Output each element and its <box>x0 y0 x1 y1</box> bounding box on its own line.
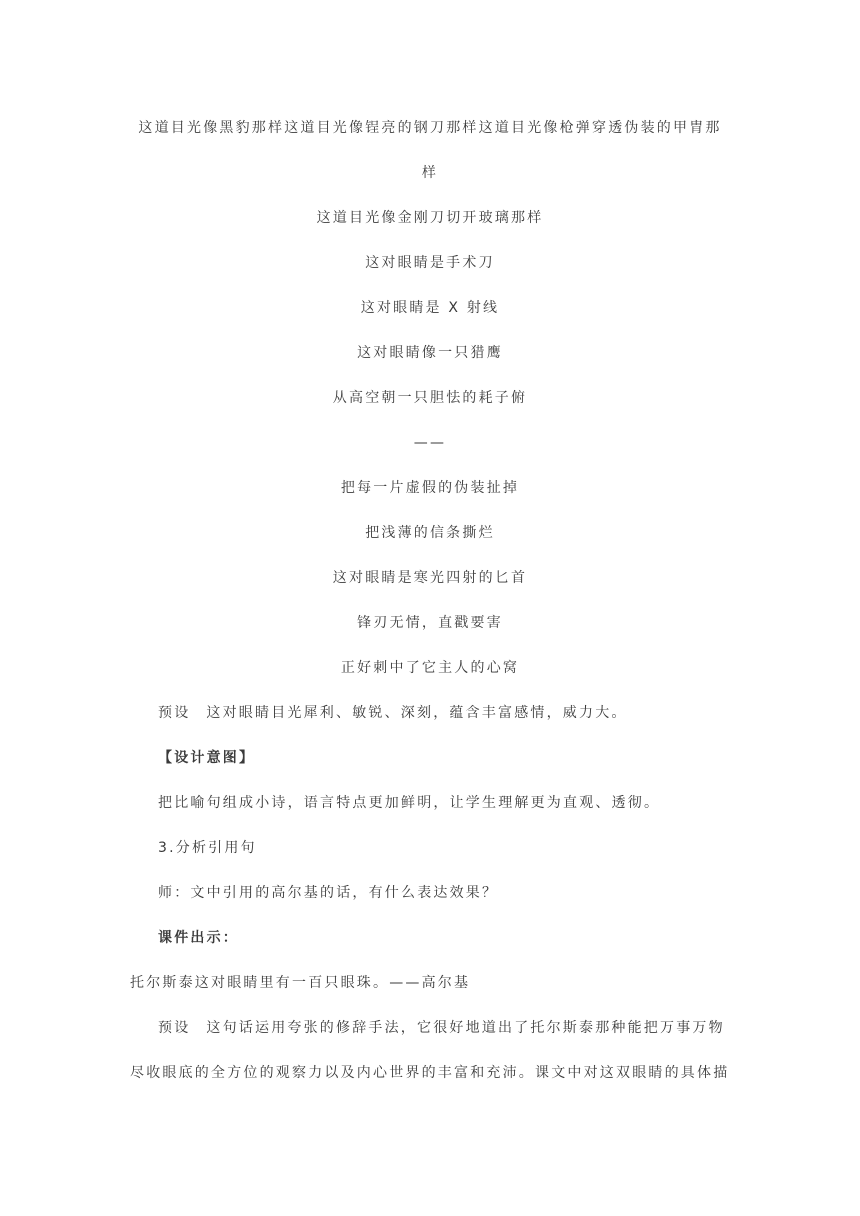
poem-line: 从高空朝一只胆怯的耗子俯 <box>332 390 528 406</box>
poem-line: 把每一片虚假的伪装扯掉 <box>340 480 520 496</box>
poem-line: 这对眼睛是寒光四射的匕首 <box>332 570 528 586</box>
preset-text: 这句话运用夸张的修辞手法，它很好地道出了托尔斯泰那种能把万事万物 <box>206 1020 725 1036</box>
design-intent-heading: 【设计意图】 <box>158 750 256 766</box>
design-intent-text: 把比喻句组成小诗，语言特点更加鲜明，让学生理解更为直观、透彻。 <box>158 795 661 811</box>
preset-paragraph <box>158 703 628 723</box>
poem-line: 这对眼睛是手术刀 <box>365 255 495 271</box>
poem-line: 这对眼睛是 X 射线 <box>360 300 500 316</box>
preset-text: 这对眼睛目光犀利、敏锐、深刻，蕴含丰富感情，威力大。 <box>206 705 628 721</box>
poem-line: 把浅薄的信条撕烂 <box>365 525 495 541</box>
poem-line: —— <box>413 435 447 451</box>
poem-line: 锋刃无情，直戳要害 <box>357 615 503 631</box>
gorky-quote: 托尔斯泰这对眼睛里有一百只眼珠。——高尔基 <box>130 975 471 991</box>
preset-text-continuation: 尽收眼底的全方位的观察力以及内心世界的丰富和充沛。课文中对这双眼睛的具体描 <box>130 1065 730 1081</box>
poem-line: 这道目光像黑豹那样这道目光像锃亮的钢刀那样这道目光像枪弹穿透伪装的甲胄那 <box>138 120 722 136</box>
poem-line: 这对眼睛像一只猎鹰 <box>357 345 503 361</box>
preset-label: 预设 <box>158 1020 191 1036</box>
courseware-label: 课件出示： <box>158 930 239 946</box>
poem-line: 正好刺中了它主人的心窝 <box>340 660 520 676</box>
teacher-question: 师：文中引用的高尔基的话，有什么表达效果？ <box>158 885 499 901</box>
poem-line: 这道目光像金刚刀切开玻璃那样 <box>316 210 544 226</box>
preset-label: 预设 <box>158 705 191 721</box>
poem-line: 样 <box>421 165 439 181</box>
preset-paragraph <box>158 1018 725 1038</box>
section-heading: 3.分析引用句 <box>158 840 257 856</box>
